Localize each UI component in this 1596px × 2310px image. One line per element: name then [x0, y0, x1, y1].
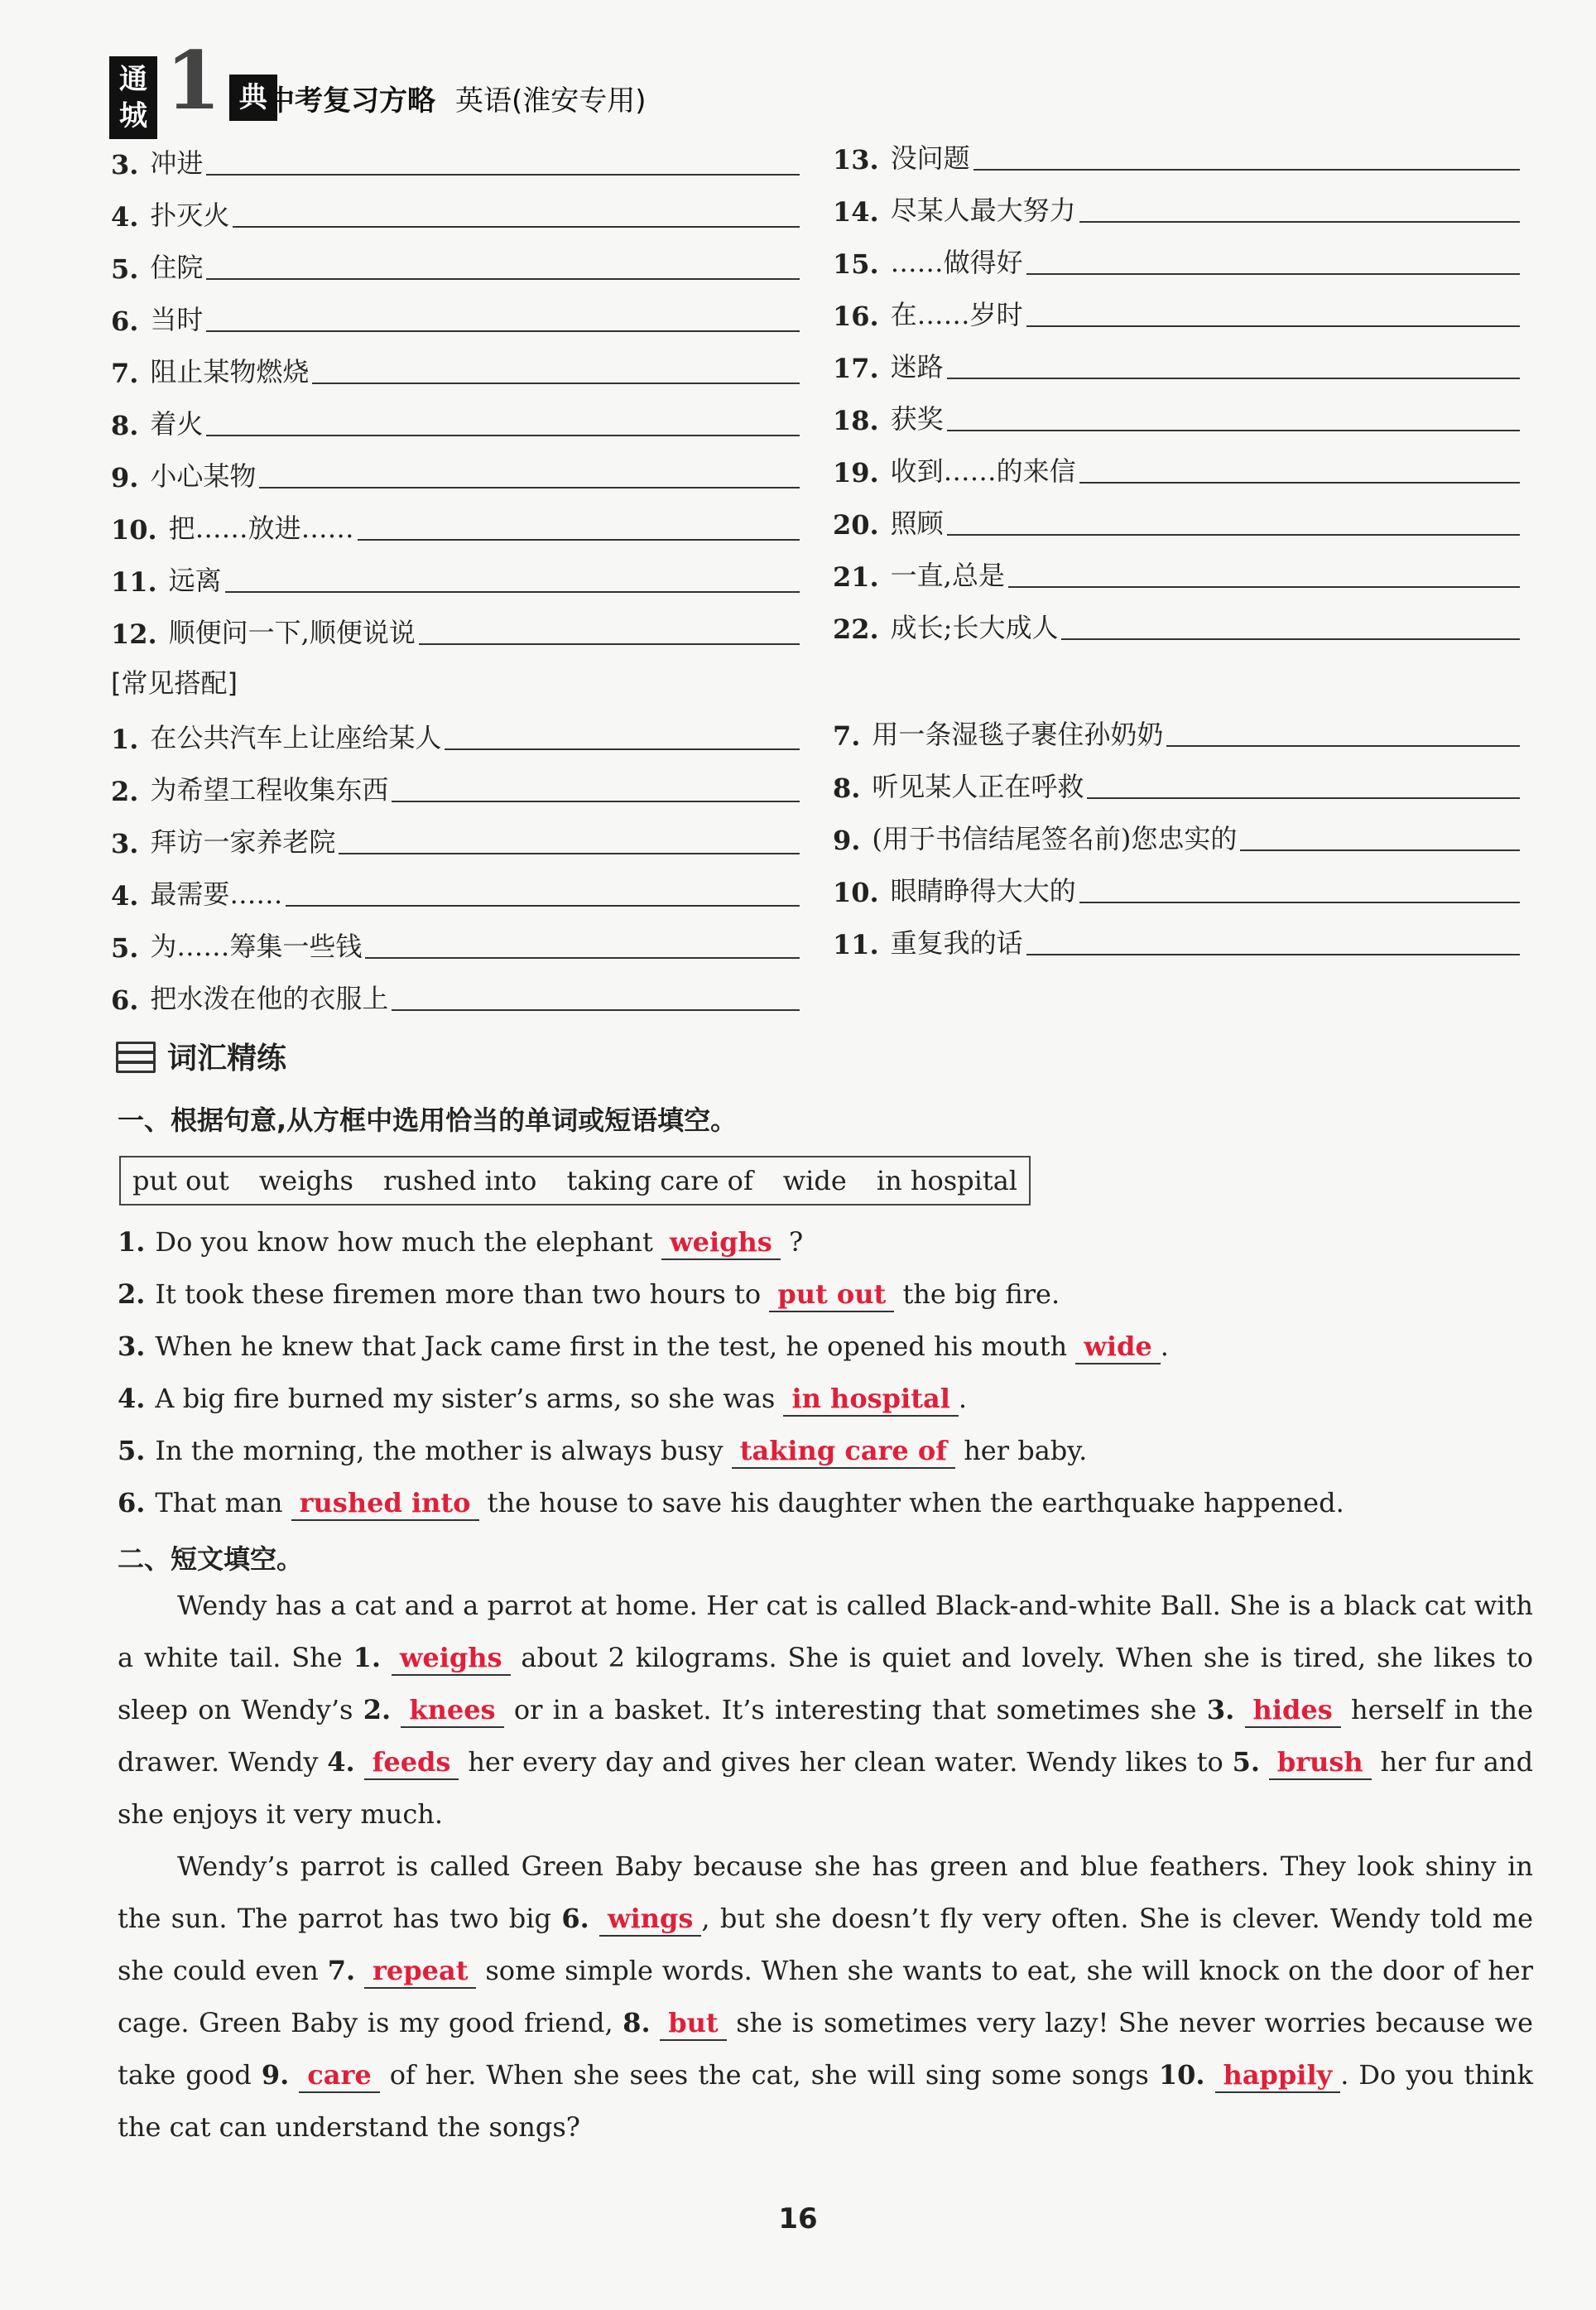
phrase-text: 获奖 [890, 403, 944, 435]
answer-blank[interactable] [1240, 849, 1520, 851]
answer-blank[interactable] [206, 435, 800, 436]
phrase-text: 成长;长大成人 [890, 612, 1059, 643]
collocation-text: 拜访一家养老院 [150, 826, 336, 858]
passage-text: her every day and gives her clean water. Wendy likes to [468, 1746, 1223, 1778]
collocation-text: 为……筹集一些钱 [150, 931, 363, 962]
phrase-text: 顺便问一下,顺便说说 [168, 617, 416, 648]
answer-field[interactable]: happily [1215, 2058, 1341, 2093]
answer-blank[interactable] [419, 643, 800, 645]
collocation-number: 10. [833, 877, 879, 908]
passage-text: her fur and she enjoys it very much. [118, 1746, 1534, 1830]
answer-blank[interactable] [445, 748, 800, 750]
answer-field[interactable]: weighs [661, 1225, 781, 1260]
phrase-number: 18. [833, 405, 879, 436]
phrase-number: 19. [833, 457, 879, 488]
sentence-text: ? [788, 1226, 804, 1258]
sentence-text: It took these firemen more than two hours to [155, 1278, 762, 1310]
phrase-row [111, 139, 800, 180]
phrase-text: 把……放进…… [168, 513, 354, 544]
answer-field[interactable]: taking care of [732, 1434, 955, 1469]
books-icon [116, 1040, 152, 1073]
exercise-sentence [118, 1486, 1525, 1521]
collocation-number: 2. [111, 776, 139, 807]
answer-blank[interactable] [1026, 325, 1520, 327]
phrase-row [833, 186, 1520, 228]
phrase-number: 22. [833, 614, 879, 645]
sentence-text: . [958, 1383, 968, 1414]
collocation-text: 把水泼在他的衣服上 [150, 983, 389, 1014]
phrase-text: 冲进 [150, 147, 204, 179]
phrase-number: 16. [833, 301, 879, 332]
collocation-text: 为希望工程收集东西 [150, 774, 389, 806]
sentence-text: the house to save his daughter when the earthquake happened. [487, 1487, 1344, 1518]
answer-blank[interactable] [392, 801, 800, 802]
sentence-number: 5. [118, 1435, 146, 1466]
phrase-text: ……做得好 [890, 247, 1023, 278]
phrase-text: 阻止某物燃烧 [150, 356, 310, 387]
phrase-text: 扑灭火 [150, 200, 230, 231]
passage-text: of her. When she sees the cat, she will sing some songs [389, 2059, 1149, 2091]
collocation-number: 4. [111, 880, 139, 912]
book-title-main: 中考复习方略 [267, 84, 435, 118]
sentence-number: 2. [118, 1278, 146, 1310]
answer-blank[interactable] [312, 383, 800, 384]
logo-right: 典 [229, 75, 277, 121]
sentence-text: When he knew that Jack came first in the test, he opened his mouth [155, 1331, 1068, 1362]
answer-field[interactable]: wings [599, 1902, 701, 1937]
collocation-number: 1. [111, 724, 139, 755]
answer-blank[interactable] [1087, 797, 1520, 799]
blank-number: 9. [261, 2059, 290, 2091]
phrase-row [833, 343, 1520, 384]
collocation-row [111, 818, 800, 859]
book-title [267, 78, 647, 118]
answer-blank[interactable] [225, 591, 800, 593]
sentence-text: That man [155, 1487, 283, 1518]
exercise-sentence [118, 1225, 1525, 1260]
passage-paragraph-1 [118, 1580, 1533, 1841]
answer-field[interactable]: feeds [364, 1745, 459, 1780]
sentence-number: 3. [118, 1331, 146, 1362]
phrase-text: 小心某物 [150, 460, 257, 492]
phrase-row [111, 504, 800, 546]
passage-text: . Do you think the cat can understand the songs? [118, 2059, 1534, 2143]
phrase-text: 远离 [168, 565, 222, 596]
passage-text: herself in the drawer. Wendy [118, 1694, 1534, 1778]
phrase-row [111, 556, 800, 598]
collocation-number: 3. [111, 828, 139, 859]
phrase-row [833, 499, 1520, 541]
answer-blank[interactable] [1079, 482, 1520, 484]
answer-blank[interactable] [392, 1009, 800, 1011]
sentence-text: . [1160, 1331, 1169, 1362]
phrase-number: 12. [111, 618, 157, 650]
blank-number: 3. [1206, 1694, 1235, 1725]
collocation-text: 听见某人正在呼救 [872, 771, 1084, 802]
answer-field[interactable]: but [660, 2006, 726, 2041]
collocation-text: 用一条湿毯子裹住孙奶奶 [872, 719, 1164, 750]
word-option: put out [132, 1165, 229, 1196]
word-option: wide [782, 1165, 847, 1196]
section-title [116, 1035, 286, 1077]
phrase-number: 17. [833, 353, 879, 384]
phrase-text: 照顾 [890, 508, 944, 539]
collocations-label: [常见搭配] [111, 667, 238, 699]
answer-field[interactable]: care [299, 2058, 379, 2093]
phrase-number: 9. [111, 462, 139, 493]
phrase-number: 14. [833, 196, 879, 228]
answer-field[interactable]: put out [769, 1278, 894, 1312]
answer-blank[interactable] [206, 278, 800, 280]
answer-blank[interactable] [947, 534, 1520, 536]
collocation-number: 11. [833, 929, 879, 960]
section-title-text: 词汇精练 [167, 1042, 287, 1076]
page-number: 16 [778, 2202, 818, 2235]
phrase-number: 8. [111, 410, 139, 441]
collocation-number: 5. [111, 932, 139, 964]
collocation-row [833, 763, 1520, 804]
phrase-row [833, 134, 1520, 176]
book-subtitle: 英语(淮安专用) [455, 84, 647, 118]
answer-field[interactable]: in hospital [783, 1382, 958, 1417]
collocation-number: 8. [833, 772, 861, 804]
collocation-text: (用于书信结尾签名前)您忠实的 [872, 823, 1238, 854]
answer-field[interactable]: knees [401, 1693, 503, 1728]
sentence-text: her baby. [964, 1435, 1088, 1466]
exercise-sentence [118, 1330, 1525, 1364]
word-option: taking care of [566, 1165, 753, 1196]
sentence-number: 6. [118, 1487, 146, 1518]
phrase-text: 当时 [150, 304, 204, 335]
word-option: rushed into [382, 1165, 537, 1196]
collocation-text: 最需要…… [150, 878, 283, 910]
phrase-text: 尽某人最大努力 [890, 195, 1076, 226]
sentence-text: the big fire. [902, 1278, 1060, 1310]
answer-blank[interactable] [206, 330, 800, 332]
passage-text: Wendy has a cat and a parrot at home. Her cat is called Black-and-white Ball. She is a black cat with a white tail. She [118, 1590, 1533, 1673]
phrase-number: 21. [833, 561, 879, 593]
answer-field[interactable]: wide [1075, 1330, 1160, 1364]
logo-left: 通城 [109, 56, 157, 139]
phrase-text: 在……岁时 [890, 299, 1023, 330]
brand-logo [109, 34, 277, 132]
collocation-number: 6. [111, 984, 139, 1016]
sentence-text: In the morning, the mother is always busy [155, 1435, 723, 1466]
blank-number: 7. [327, 1955, 356, 1986]
answer-blank[interactable] [1079, 902, 1520, 903]
phrase-number: 11. [111, 566, 157, 598]
answer-blank[interactable] [259, 487, 800, 488]
phrase-text: 收到……的来信 [890, 455, 1076, 487]
word-option: weighs [258, 1165, 353, 1196]
blank-number: 4. [327, 1746, 355, 1778]
sentence-number: 1. [118, 1226, 146, 1258]
exercise-sentence [118, 1278, 1525, 1312]
phrase-number: 6. [111, 306, 139, 337]
phrase-row [833, 604, 1520, 645]
part1-heading: 一、根据句意,从方框中选用恰当的单词或短语填空。 [118, 1104, 738, 1136]
passage-text: Wendy’s parrot is called Green Baby because she has green and blue feathers. They look shiny in the sun. The parrot has two big [118, 1850, 1533, 1934]
passage-text: about 2 kilograms. She is quiet and lovely. When she is tired, she likes to sleep on Wendy’s [118, 1642, 1534, 1725]
passage-text: some simple words. When she wants to eat, she will knock on the door of her cage. Green Baby is my good friend, [118, 1955, 1534, 2038]
phrase-number: 5. [111, 253, 139, 285]
collocation-row [111, 766, 800, 807]
exercise-sentence [118, 1382, 1525, 1417]
collocation-number: 9. [833, 825, 861, 856]
answer-field[interactable]: hides [1245, 1693, 1341, 1728]
answer-field[interactable]: weighs [392, 1641, 511, 1676]
collocation-number: 7. [833, 720, 861, 752]
passage-paragraph-2 [118, 1841, 1533, 2154]
collocation-text: 在公共汽车上让座给某人 [150, 722, 442, 753]
phrase-text: 着火 [150, 408, 204, 440]
phrase-number: 3. [111, 149, 139, 180]
phrase-text: 没问题 [890, 142, 970, 174]
collocation-row [833, 867, 1520, 908]
sentence-number: 4. [118, 1383, 146, 1414]
phrase-number: 13. [833, 144, 879, 176]
collocation-row [111, 714, 800, 755]
blank-number: 2. [363, 1694, 392, 1725]
answer-blank[interactable] [233, 226, 800, 228]
phrase-number: 20. [833, 509, 879, 541]
answer-blank[interactable] [947, 430, 1520, 431]
blank-number: 1. [353, 1642, 381, 1673]
phrase-number: 10. [111, 514, 157, 546]
passage-text: she is sometimes very lazy! She never worries because we take good [118, 2007, 1534, 2091]
phrase-number: 15. [833, 248, 879, 280]
phrase-text: 住院 [150, 252, 204, 283]
collocation-row [111, 870, 800, 912]
answer-blank[interactable] [973, 169, 1520, 171]
word-box [119, 1156, 1031, 1206]
answer-blank[interactable] [1026, 954, 1520, 955]
blank-number: 10. [1158, 2059, 1205, 2091]
phrase-row [833, 238, 1520, 280]
collocation-text: 重复我的话 [890, 927, 1023, 959]
collocation-row [833, 919, 1520, 960]
phrase-text: 迷路 [890, 351, 944, 383]
phrase-row [111, 243, 800, 285]
answer-blank[interactable] [1026, 273, 1520, 275]
answer-blank[interactable] [206, 174, 800, 176]
phrase-number: 7. [111, 358, 139, 389]
passage-text: or in a basket. It’s interesting that sometimes she [513, 1694, 1197, 1725]
phrase-row [833, 291, 1520, 332]
phrase-row [111, 452, 800, 493]
collocation-text: 眼睛睁得大大的 [890, 875, 1076, 907]
phrase-number: 4. [111, 201, 139, 233]
passage-text: , but she doesn’t fly very often. She is clever. Wendy told me she could even [118, 1903, 1534, 1986]
answer-blank[interactable] [1008, 586, 1520, 588]
sentence-text: Do you know how much the elephant [155, 1226, 653, 1258]
answer-blank[interactable] [339, 853, 800, 854]
phrase-text: 一直,总是 [890, 560, 1005, 591]
answer-field[interactable]: rushed into [291, 1486, 479, 1521]
collocation-row [111, 975, 800, 1016]
answer-blank[interactable] [1061, 638, 1520, 640]
sentence-text: A big fire burned my sister’s arms, so she was [155, 1383, 776, 1414]
answer-blank[interactable] [365, 957, 800, 959]
answer-blank[interactable] [286, 905, 800, 907]
phrase-row [833, 447, 1520, 488]
logo-number: 1 [166, 34, 221, 128]
collocation-row [833, 815, 1520, 856]
word-option: in hospital [876, 1165, 1018, 1196]
blank-number: 5. [1232, 1746, 1261, 1778]
collocation-row [111, 922, 800, 964]
blank-number: 8. [623, 2007, 651, 2038]
phrase-row [111, 191, 800, 233]
answer-blank[interactable] [1166, 745, 1520, 747]
collocation-row [833, 710, 1520, 752]
phrase-row [111, 348, 800, 389]
part2-heading: 二、短文填空。 [118, 1543, 304, 1575]
answer-blank[interactable] [1079, 221, 1520, 223]
phrase-row [111, 296, 800, 337]
answer-field[interactable]: brush [1269, 1745, 1372, 1780]
answer-blank[interactable] [358, 539, 800, 541]
blank-number: 6. [561, 1903, 589, 1934]
phrase-row [111, 400, 800, 441]
answer-field[interactable]: repeat [364, 1954, 476, 1989]
phrase-row [833, 395, 1520, 436]
phrase-row [111, 609, 800, 650]
exercise-sentence [118, 1434, 1525, 1469]
answer-blank[interactable] [947, 378, 1520, 379]
phrase-row [833, 551, 1520, 593]
